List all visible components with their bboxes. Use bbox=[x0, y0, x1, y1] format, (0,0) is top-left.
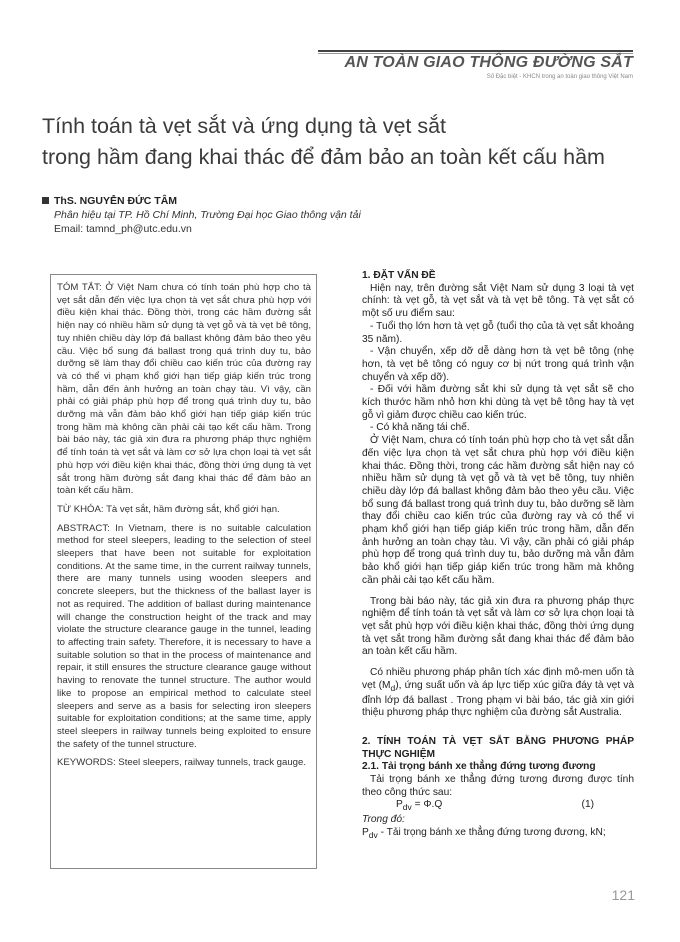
tomtat-text: Ở Việt Nam chưa có tính toán phù hợp cho tà vẹt sắt dẫn đến việc lựa chọn tà vẹt sắt chưa phù hợp với điều kiện khai thác. Đồng thời, trong các hầm đường sắt hiện nay có nhiều hầm sử dụng tà vẹt gỗ và tà vẹt bê tông, tuy nhiên chiều dày lớp đá ballast không đảm bảo theo yêu cầu. Việc bổ sung đá ballast trong quá trình duy tu, bảo dưỡng sẽ làm thay đổi chiều cao kiến trúc của đường ray và có thể vi phạm khổ giới hạn tiếp giáp kiến trúc trong hầm, dẫn đến ảnh hưởng an toàn chạy tàu. Vì vậy, cần phải có giải pháp phù hợp để trong quá trình duy tu, bảo dưỡng mà vẫn đảm bảo khổ giới hạn tiếp giáp kiến trúc trong hầm mà không cần phải cải tạo kết cấu hầm. Trong bài báo này, tác giả xin đưa ra phương pháp thực nghiệm để tính toán tà vẹt sắt và làm cơ sở lựa chọn loại tà vẹt sắt phù hợp với điều kiện khai thác, đồng thời ứng dụng tà vẹt sắt trong hầm đường sắt đang khai thác để đảm bảo an toàn kết cấu hầm. bbox=[57, 282, 311, 497]
abstract-label: ABSTRACT: bbox=[57, 522, 110, 534]
header-rule bbox=[318, 50, 633, 52]
spacer bbox=[362, 588, 634, 596]
bullet-3: - Đối với hầm đường sắt khi sử dụng tà vẹt sắt sẽ cho kích thước hầm nhỏ hơn khi dùng tà vẹt bê tông hay tà vẹt gỗ vì giảm được chiều cao kiến trúc. bbox=[362, 384, 634, 421]
body-paragraph-2: Ở Việt Nam, chưa có tính toán phù hợp cho tà vẹt sắt dẫn đến việc lựa chọn tà vẹt sắt chưa phù hợp với điều kiện khai thác. Đồng thời, trong các hầm đường sắt hiện nay có nhiều hầm sử dụng tà vẹt gỗ và tà vẹt bê tông, tuy nhiên chiều dày lớp đá ballast không đảm bảo theo yêu cầu. Việc bổ sung đá ballast trong quá trình duy tu, bảo dưỡng sẽ làm thay đổi chiều cao kiến trúc của đường ray và có thể vi phạm khổ giới hạn tiếp giáp kiến trúc trong hầm, dẫn đến ảnh hưởng an toàn chạy tàu. Vì vậy, cần phải có giải pháp phù hợp để trong quá trình duy tu, bảo dưỡng mà vẫn đảm bảo khổ giới hạn tiếp giáp kiến trúc trong hầm mà không cần phải cải tạo kết cấu hầm. bbox=[362, 435, 634, 586]
formula-number: (1) bbox=[581, 799, 594, 811]
bullet-2: - Vận chuyển, xếp dỡ dễ dàng hơn tà vẹt bê tông (nhẹ hơn, tà vẹt bê tông có nguy cơ bị nứt trong quá trình vận chuyển và xếp dỡ). bbox=[362, 346, 634, 383]
keywords-paragraph bbox=[57, 757, 311, 770]
keywords-text: Steel sleepers, railway tunnels, track gauge. bbox=[115, 757, 307, 769]
p4-subscript: d bbox=[390, 682, 396, 693]
p4-text-b: ), ứng suất uốn và áp lực tiếp xúc giữa đáy tà vẹt và đỉnh lớp đá ballast . Trong phạm vi bài báo, tác giả xin giới thiệu phương pháp thực nghiệm của đường sắt Australia. bbox=[362, 679, 634, 719]
spacer bbox=[362, 720, 634, 728]
body-paragraph-1: Hiện nay, trên đường sắt Việt Nam sử dụng 3 loại tà vẹt chính: tà vẹt gỗ, tà vẹt sắt và tà vẹt bê tông. Tà vẹt sắt có một số ưu điểm sau: bbox=[362, 282, 634, 320]
trong-do bbox=[362, 814, 634, 827]
square-bullet-icon bbox=[42, 197, 49, 204]
body-column bbox=[362, 270, 634, 842]
tomtat-label: TÓM TẮT: bbox=[57, 282, 102, 293]
author-affiliation: Phân hiệu tại TP. Hồ Chí Minh, Trường Đại học Giao thông vận tải bbox=[54, 209, 361, 221]
keywords-label: KEYWORDS: bbox=[57, 757, 116, 769]
author-block bbox=[42, 194, 361, 236]
author-name-row bbox=[42, 194, 361, 208]
section-2-1-heading: 2.1. Tải trọng bánh xe thẳng đứng tương đương bbox=[362, 761, 596, 773]
formula-expression bbox=[396, 799, 442, 814]
article-title-line-2: trong hầm đang khai thác để đảm bảo an toàn kết cấu hầm bbox=[42, 145, 605, 169]
article-title bbox=[42, 111, 642, 173]
definition-subscript: dv bbox=[368, 829, 378, 840]
abstract-en-paragraph bbox=[57, 523, 311, 752]
tukhoa-label: TỪ KHÓA: bbox=[57, 503, 104, 515]
formula-symbol: P bbox=[396, 799, 403, 811]
definition-1 bbox=[362, 827, 634, 842]
bullet-1: - Tuổi thọ lớn hơn tà vẹt gỗ (tuổi thọ của tà vẹt sắt khoảng 35 năm). bbox=[362, 320, 634, 345]
section-2-heading: 2. TÍNH TOÁN TÀ VẸT SẮT BẰNG PHƯƠNG PHÁP THỰC NGHIỆM bbox=[362, 735, 634, 760]
author-name: ThS. NGUYỄN ĐỨC TÂM bbox=[54, 195, 178, 207]
formula-1 bbox=[362, 799, 634, 814]
definition-text: - Tải trọng bánh xe thẳng đứng tương đương, kN; bbox=[377, 826, 606, 838]
spacer bbox=[362, 728, 634, 736]
article-title-line-1: Tính toán tà vẹt sắt và ứng dụng tà vẹt sắt bbox=[42, 114, 447, 138]
definition-symbol: P bbox=[362, 826, 369, 838]
body-paragraph-5: Tải trọng bánh xe thẳng đứng tương đương được tính theo công thức sau: bbox=[362, 774, 634, 798]
tomtat-paragraph bbox=[57, 282, 311, 498]
formula-subscript: dv bbox=[402, 802, 412, 813]
tukhoa-paragraph bbox=[57, 504, 311, 517]
p4-text-a: Có nhiều phương pháp phân tích xác định mô-men uốn tà vẹt (M bbox=[362, 667, 634, 691]
section-1-heading: 1. ĐẶT VẤN ĐỀ bbox=[362, 270, 436, 281]
journal-section-subtitle: Số Đặc biệt - KHCN trong an toàn giao thông Việt Nam bbox=[486, 74, 633, 80]
formula-rhs: = Φ.Q bbox=[411, 799, 443, 811]
author-email: Email: tamnd_ph@utc.edu.vn bbox=[54, 223, 192, 235]
body-paragraph-4 bbox=[362, 667, 634, 720]
abstract-en-text: In Vietnam, there is no suitable calculation method for steel sleepers, leading to the selection of steel sleepers that have been not suitable for exploitation conditions. At the same time, in the current railway tunnels, there are many tunnels using wooden sleepers and concrete sleepers, but the thickness of the ballast layer is not as required. The addition of ballast during maintenance will change the construction height of the track and may violate the structure clearance gauge in the tunnel, leading to affecting train safety. Therefore, it is necessary to have a suitable solution so that in the process of maintenance and repair, it still ensures the structure clearance gauge without having to renovate the tunnel structure. The author would like to propose an empirical method to calculate steel sleepers and serve as a basis for selecting iron sleepers suitable for exploitation conditions; at the same time, apply steel sleepers in railway tunnels being exploited to ensure the safety of the tunnel structure. bbox=[57, 522, 311, 750]
trong-do-label: Trong đó: bbox=[362, 814, 405, 826]
abstract-content bbox=[57, 282, 311, 776]
body-paragraph-3: Trong bài báo này, tác giả xin đưa ra phương pháp thực nghiệm để tính toán tà vẹt sắt và làm cơ sở lựa chọn loại tà vẹt sắt phù hợp với điều kiện khai thác, đồng thời ứng dụng tà vẹt sắt trong hầm đường sắt đang khai thác để đảm bảo an toàn kết cấu hầm. bbox=[362, 595, 634, 658]
spacer bbox=[362, 659, 634, 667]
bullet-4: - Có khả năng tái chế. bbox=[370, 422, 470, 434]
journal-section-title: AN TOÀN GIAO THÔNG ĐƯỜNG SẮT bbox=[344, 54, 633, 71]
page-number: 121 bbox=[611, 887, 635, 903]
tukhoa-text: Tà vẹt sắt, hầm đường sắt, khổ giới hạn. bbox=[103, 503, 280, 515]
